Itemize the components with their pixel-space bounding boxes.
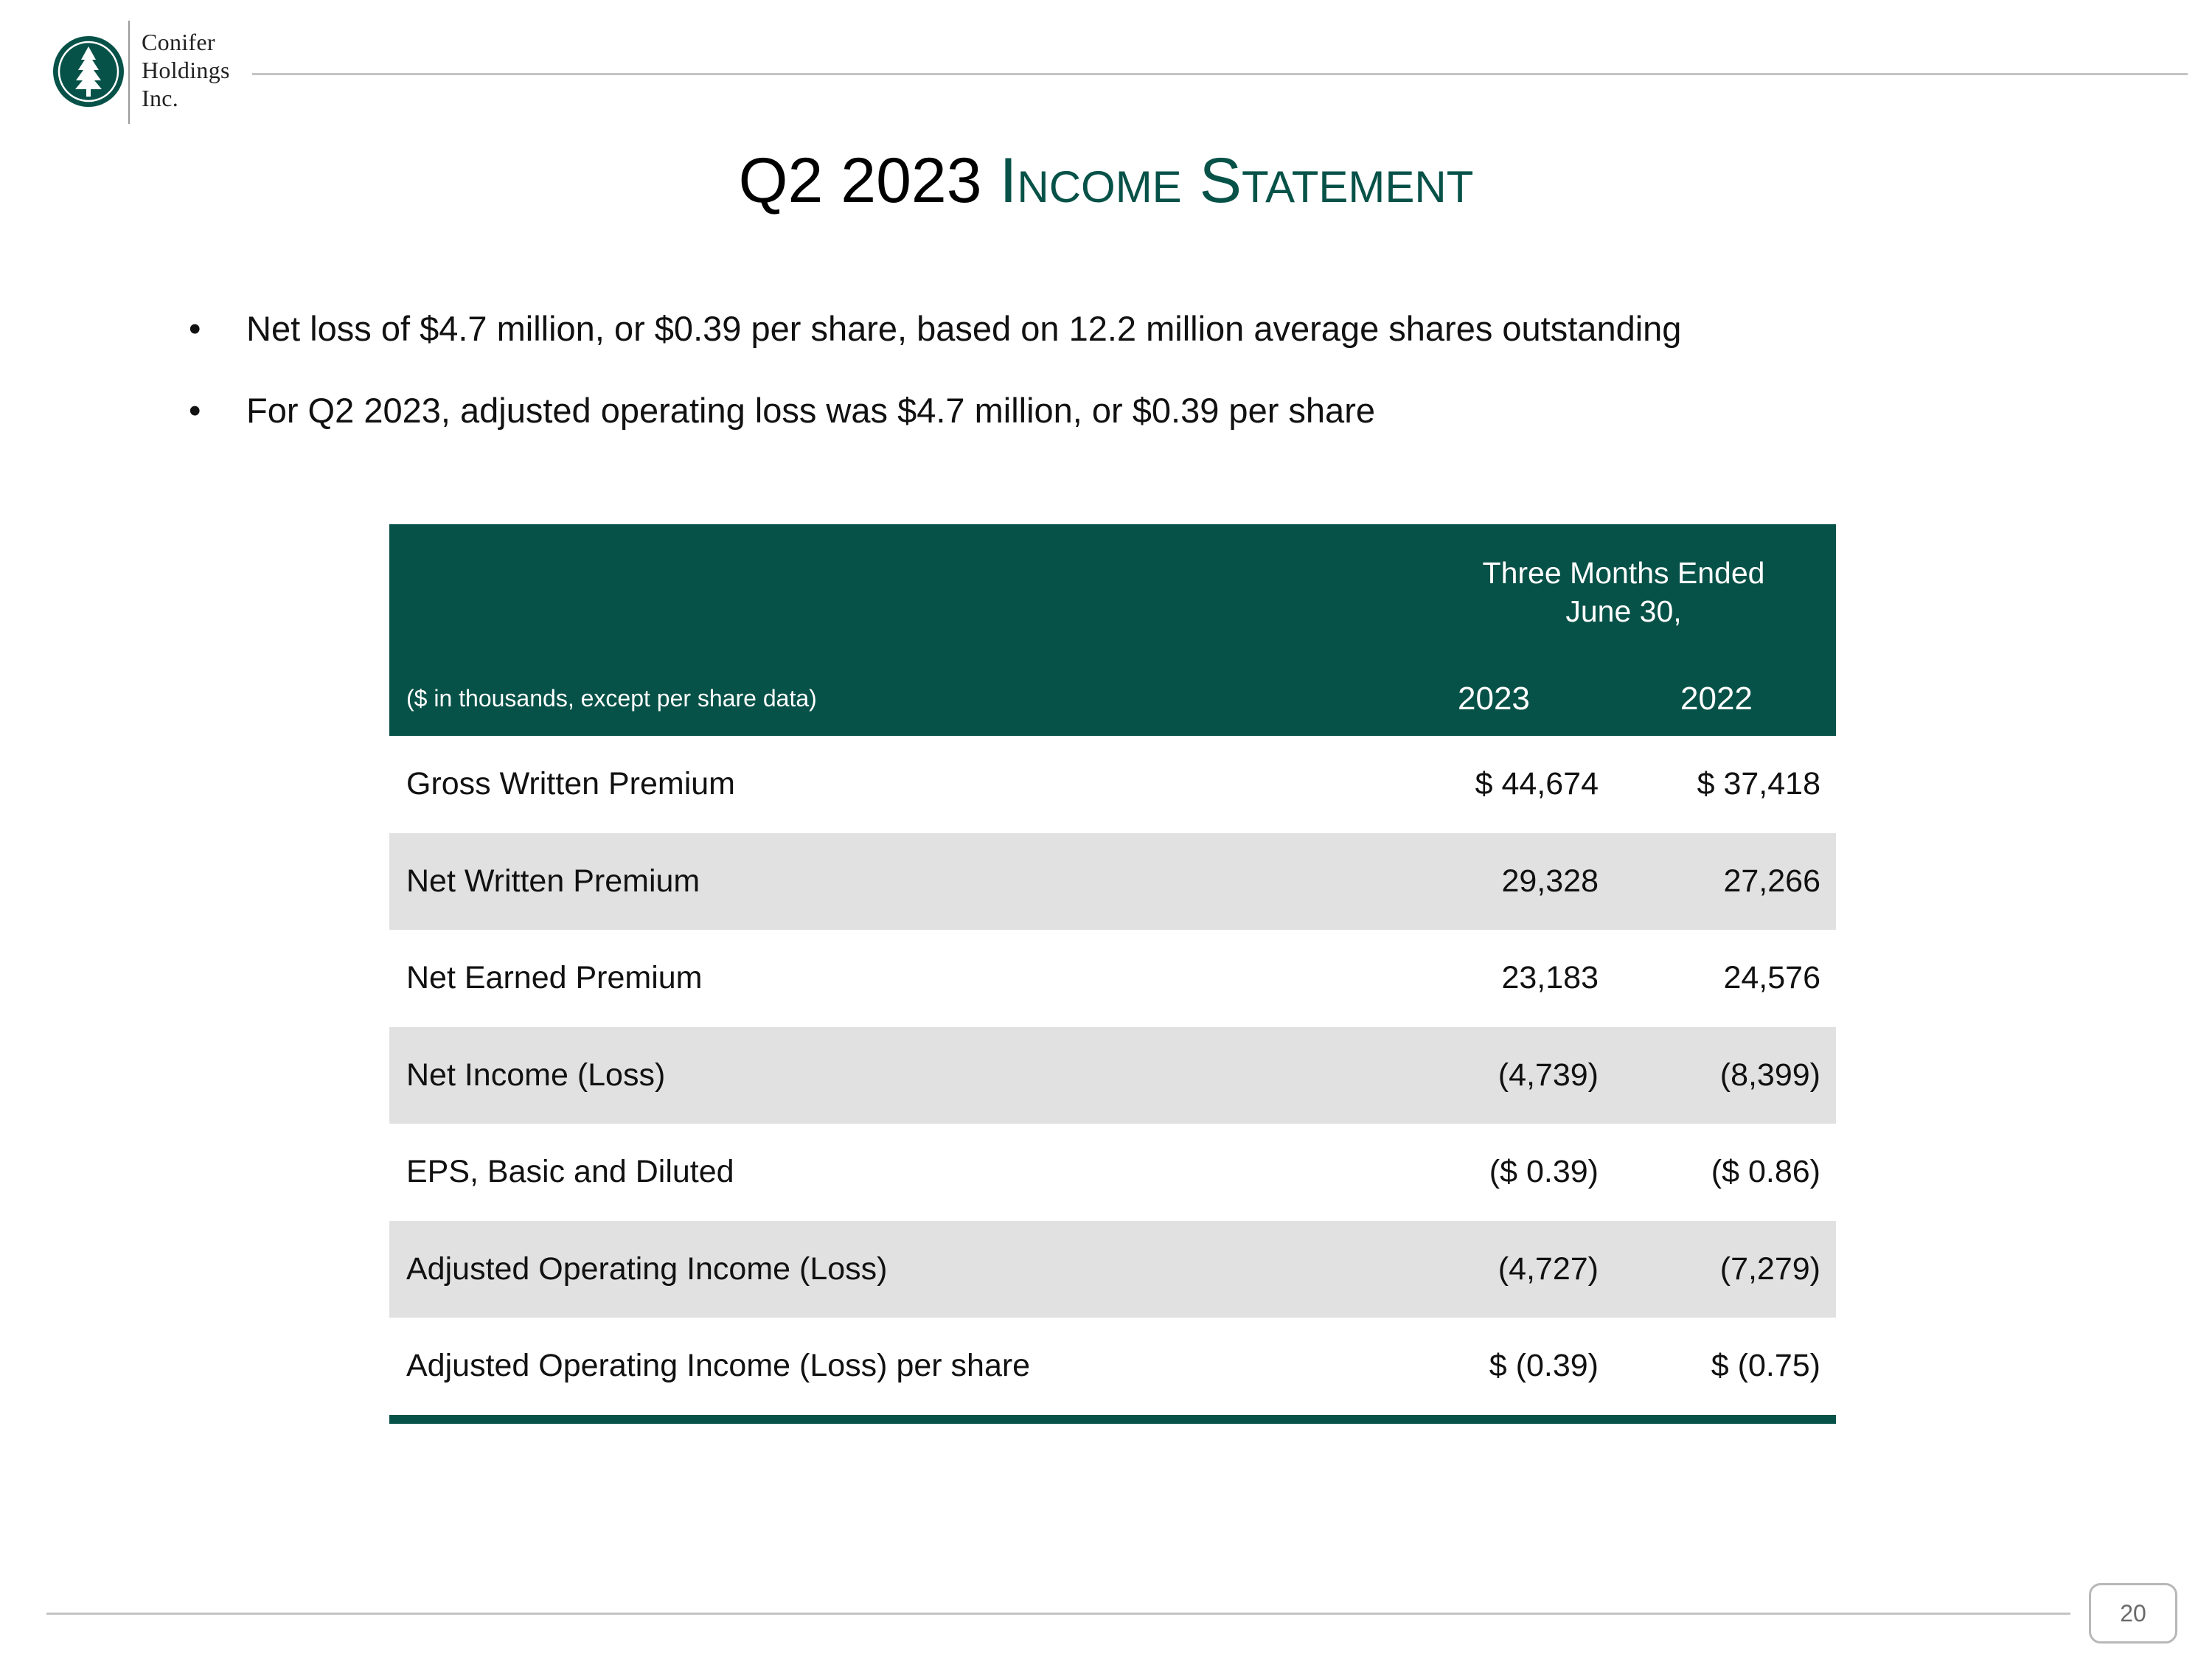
- table-row: [389, 1027, 1836, 1124]
- income-statement-table: [389, 524, 1836, 1424]
- company-logo: [52, 21, 251, 127]
- period-line-1: Three Months Ended: [1482, 556, 1765, 590]
- page-number: 20: [2120, 1600, 2146, 1627]
- slide-title: [0, 140, 2212, 221]
- row-label: Gross Written Premium: [406, 766, 735, 801]
- bullet-dot-icon: •: [189, 391, 201, 430]
- value-2022: $ (0.75): [1711, 1348, 1820, 1383]
- bullet-dot-icon: •: [189, 309, 201, 348]
- bullet-list: [189, 308, 2106, 472]
- bullet-text: Net loss of $4.7 million, or $0.39 per share, based on 12.2 million average shares outstanding: [246, 309, 1682, 348]
- title-highlight: Income Statement: [999, 145, 1474, 216]
- bullet-text: For Q2 2023, adjusted operating loss was $4.7 million, or $0.39 per share: [246, 391, 1375, 430]
- period-line-2: June 30,: [1565, 594, 1682, 628]
- logo-line-3: Inc.: [142, 85, 179, 111]
- row-label: EPS, Basic and Diluted: [406, 1154, 734, 1189]
- table-row: [389, 930, 1836, 1027]
- bullet-item: [189, 390, 2106, 472]
- value-2022: 27,266: [1723, 863, 1820, 899]
- table-row: [389, 1318, 1836, 1415]
- column-header-2022: 2022: [1680, 681, 1753, 717]
- value-2022: 24,576: [1723, 960, 1820, 995]
- table-row: [389, 1221, 1836, 1318]
- logo-line-1: Conifer: [142, 29, 215, 55]
- row-label: Net Earned Premium: [406, 960, 703, 995]
- period-header: [1402, 554, 1845, 630]
- value-2023: $ (0.39): [1489, 1348, 1599, 1383]
- value-2022: (7,279): [1719, 1251, 1820, 1287]
- tree-icon: [53, 36, 124, 107]
- table-row: [389, 833, 1836, 931]
- table-header: [389, 524, 1836, 736]
- row-label: Net Income (Loss): [406, 1057, 666, 1093]
- units-note: ($ in thousands, except per share data): [406, 685, 817, 712]
- header-rule: [252, 73, 2188, 75]
- logo-divider: [128, 21, 130, 124]
- value-2023: 23,183: [1501, 960, 1599, 995]
- value-2023: $ 44,674: [1475, 766, 1599, 801]
- logo-line-2: Holdings: [142, 57, 230, 83]
- table-row: [389, 736, 1836, 833]
- value-2023: 29,328: [1501, 863, 1599, 899]
- row-label: Adjusted Operating Income (Loss) per share: [406, 1348, 1031, 1383]
- value-2022: (8,399): [1719, 1057, 1820, 1093]
- table-row: [389, 1124, 1836, 1221]
- logo-wordmark: [142, 28, 230, 112]
- value-2022: $ 37,418: [1697, 766, 1820, 801]
- bullet-item: [189, 308, 2106, 390]
- page-number-box: [2089, 1583, 2177, 1644]
- table-bottom-rule: [389, 1415, 1836, 1424]
- value-2023: ($ 0.39): [1489, 1154, 1599, 1189]
- title-prefix: Q2 2023: [738, 145, 982, 216]
- column-header-2023: 2023: [1458, 681, 1530, 717]
- value-2022: ($ 0.86): [1711, 1154, 1820, 1189]
- footer-rule: [46, 1613, 2070, 1615]
- row-label: Adjusted Operating Income (Loss): [406, 1251, 888, 1287]
- value-2023: (4,727): [1498, 1251, 1599, 1287]
- value-2023: (4,739): [1498, 1057, 1599, 1093]
- row-label: Net Written Premium: [406, 863, 700, 899]
